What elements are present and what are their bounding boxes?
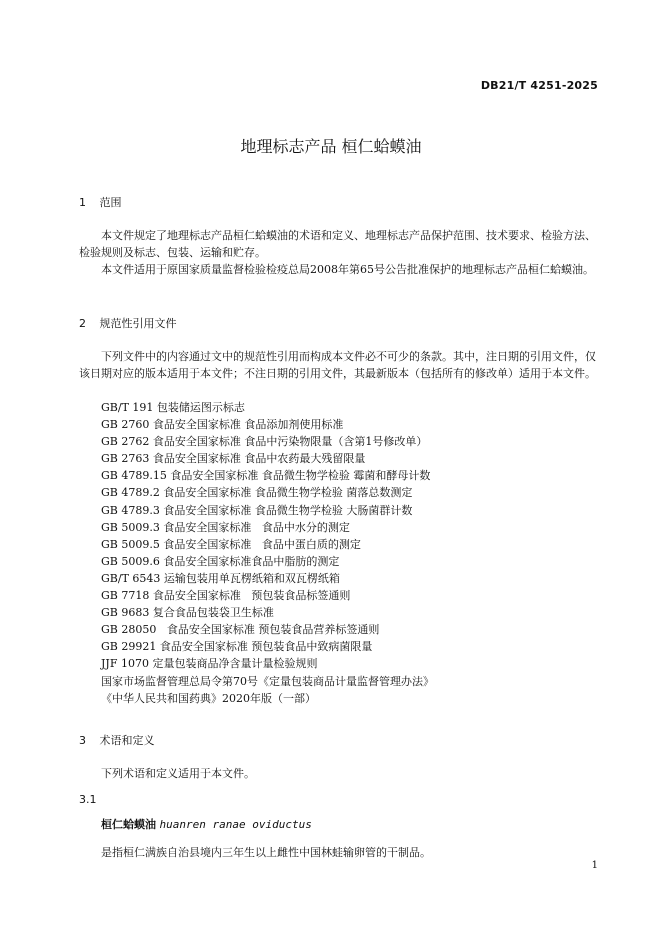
section-number: 1 [79, 196, 86, 209]
document-title: 地理标志产品 桓仁蛤蟆油 [240, 137, 422, 156]
section-heading-scope [79, 194, 122, 210]
reference-item: GB/T 191 包装储运图示标志 [101, 401, 245, 414]
section-title: 术语和定义 [99, 734, 155, 747]
reference-item: GB 4789.15 食品安全国家标准 食品微生物学检验 霉菌和酵母计数 [101, 469, 431, 483]
clause-number: 3.1 [79, 793, 97, 806]
reference-item: GB 5009.3 食品安全国家标准 食品中水分的测定 [101, 520, 350, 534]
reference-list [101, 399, 434, 707]
section-heading-terms [79, 732, 155, 748]
reference-item: 《中华人民共和国药典》2020年版（一部） [101, 691, 316, 705]
scope-paragraph-1: 本文件规定了地理标志产品桓仁蛤蟆油的术语和定义、地理标志产品保护范围、技术要求、检验方法、检验规则及标志、包装、运输和贮存。 [79, 229, 596, 259]
term-chinese: 桓仁蛤蟆油 [101, 818, 156, 831]
reference-item: GB 5009.5 食品安全国家标准 食品中蛋白质的测定 [101, 537, 361, 551]
reference-item: GB 29921 食品安全国家标准 预包装食品中致病菌限量 [101, 640, 373, 654]
reference-item: 国家市场监督管理总局令第70号《定量包装商品计量监督管理办法》 [101, 674, 434, 688]
reference-item: GB 2760 食品安全国家标准 食品添加剂使用标准 [101, 418, 344, 432]
reference-item: GB 2762 食品安全国家标准 食品中污染物限量（含第1号修改单） [101, 435, 428, 449]
reference-item: GB 5009.6 食品安全国家标准食品中脂肪的测定 [101, 554, 340, 568]
references-intro: 下列文件中的内容通过文中的规范性引用而构成本文件必不可少的条款。其中，注日期的引用文件，仅该日期对应的版本适用于本文件；不注日期的引用文件，其最新版本（包括所有的修改单）适用于本文件。 [79, 350, 596, 380]
reference-item: GB 4789.3 食品安全国家标准 食品微生物学检验 大肠菌群计数 [101, 503, 413, 517]
reference-item: GB 9683 复合食品包装袋卫生标准 [101, 606, 274, 620]
section-number: 3 [79, 734, 86, 747]
section-number: 2 [79, 317, 86, 330]
reference-item: JJF 1070 定量包装商品净含量计量检验规则 [101, 657, 318, 671]
term-english: huanren ranae oviductus [159, 818, 312, 831]
reference-item: GB 4789.2 食品安全国家标准 食品微生物学检验 菌落总数测定 [101, 486, 413, 500]
section-title: 范围 [99, 196, 122, 209]
reference-item: GB 7718 食品安全国家标准 预包装食品标签通则 [101, 589, 351, 603]
page-number: 1 [591, 860, 598, 871]
reference-item: GB/T 6543 运输包装用单瓦楞纸箱和双瓦楞纸箱 [101, 571, 340, 585]
section-title: 规范性引用文件 [99, 317, 177, 330]
reference-item: GB 28050 食品安全国家标准 预包装食品营养标签通则 [101, 623, 380, 637]
scope-paragraph-2: 本文件适用于原国家质量监督检验检疫总局2008年第65号公告批准保护的地理标志产品桓仁蛤蟆油。 [101, 263, 594, 276]
term-entry [101, 816, 312, 832]
section-heading-normative-references [79, 315, 177, 331]
document-code: DB21/T 4251-2025 [480, 79, 598, 92]
term-definition: 是指桓仁满族自治县境内三年生以上雌性中国林蛙输卵管的干制品。 [101, 846, 431, 859]
reference-item: GB 2763 食品安全国家标准 食品中农药最大残留限量 [101, 452, 366, 466]
terms-intro: 下列术语和定义适用于本文件。 [101, 767, 255, 780]
